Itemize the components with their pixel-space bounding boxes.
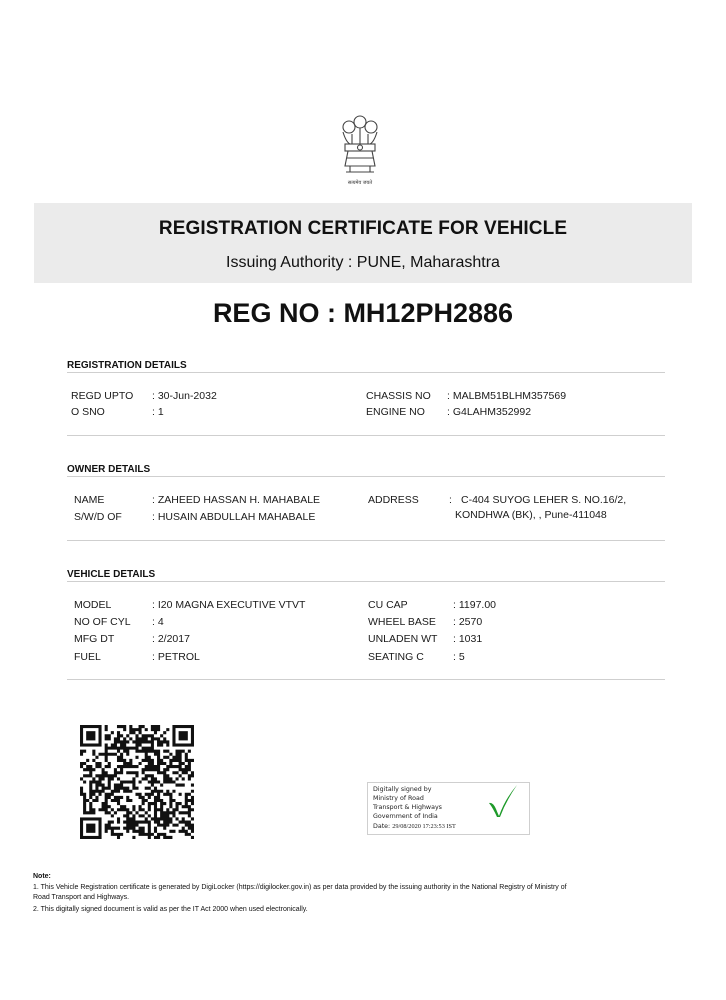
- signature-line-3: Transport & Highways: [373, 804, 442, 811]
- qr-finder-pattern: [80, 725, 102, 747]
- emblem-caption: सत्यमेव जयते: [347, 180, 373, 186]
- state-emblem-icon: [330, 110, 390, 190]
- signature-date: [373, 823, 456, 830]
- address-colon: :: [449, 494, 452, 506]
- engine-label: ENGINE NO: [366, 406, 425, 418]
- divider: [67, 435, 665, 436]
- green-check-icon: [486, 783, 520, 819]
- signature-date-value: 29/08/2020 17:23:53 IST: [392, 823, 456, 830]
- cu-cap-label: CU CAP: [368, 599, 408, 611]
- issuing-authority: Issuing Authority : PUNE, Maharashtra: [226, 254, 500, 271]
- divider: [67, 581, 665, 582]
- divider: [67, 372, 665, 373]
- fuel-value: : PETROL: [152, 651, 200, 663]
- registration-number: REG NO : MH12PH2886: [212, 298, 514, 328]
- owner-details-heading: OWNER DETAILS: [67, 464, 151, 475]
- address-line-1: C-404 SUYOG LEHER S. NO.16/2,: [461, 494, 627, 506]
- signature-line-2: Ministry of Road: [373, 795, 424, 802]
- swd-value: : HUSAIN ABDULLAH MAHABALE: [152, 511, 316, 523]
- registration-details-heading: REGISTRATION DETAILS: [67, 360, 187, 371]
- model-value: : I20 MAGNA EXECUTIVE VTVT: [152, 599, 306, 611]
- chassis-label: CHASSIS NO: [366, 390, 431, 402]
- signature-line-4: Government of India: [373, 813, 438, 820]
- title-band: [34, 203, 692, 283]
- note-heading: Note:: [33, 873, 51, 880]
- name-value: : ZAHEED HASSAN H. MAHABALE: [152, 494, 321, 506]
- engine-value: : G4LAHM352992: [447, 406, 532, 418]
- vehicle-details-heading: VEHICLE DETAILS: [67, 569, 156, 580]
- regd-upto-value: : 30-Jun-2032: [152, 390, 217, 402]
- divider: [67, 476, 665, 477]
- qr-code: [80, 725, 194, 839]
- wheel-base-label: WHEEL BASE: [368, 616, 436, 628]
- address-line-2: KONDHWA (BK), , Pune-411048: [455, 509, 607, 521]
- wheel-base-value: : 2570: [453, 616, 483, 628]
- seating-capacity-label: SEATING C: [368, 651, 424, 663]
- osno-label: O SNO: [71, 406, 105, 418]
- cu-cap-value: : 1197.00: [453, 599, 497, 611]
- unladen-weight-label: UNLADEN WT: [368, 633, 438, 645]
- signature-date-label: Date:: [373, 823, 391, 830]
- model-label: MODEL: [74, 599, 112, 611]
- divider: [67, 679, 665, 680]
- note-line-3: 2. This digitally signed document is valid as per the IT Act 2000 when used electronically.: [33, 906, 308, 913]
- certificate-title: REGISTRATION CERTIFICATE FOR VEHICLE: [158, 218, 568, 239]
- mfg-date-value: : 2/2017: [152, 633, 190, 645]
- signature-line-1: Digitally signed by: [373, 786, 432, 793]
- regd-upto-label: REGD UPTO: [71, 390, 134, 402]
- digital-signature-box: [367, 782, 530, 835]
- note-line-2: Road Transport and Highways.: [33, 894, 130, 901]
- mfg-date-label: MFG DT: [74, 633, 115, 645]
- cylinders-label: NO OF CYL: [74, 616, 131, 628]
- unladen-weight-value: : 1031: [453, 633, 483, 645]
- cylinders-value: : 4: [152, 616, 164, 628]
- osno-value: : 1: [152, 406, 164, 418]
- chassis-value: : MALBM51BLHM357569: [447, 390, 567, 402]
- note-line-1: 1. This Vehicle Registration certificate is generated by DigiLocker (https://digilocker.gov.in) as per data provided by the issuing authority in the National Registry of Ministry of: [33, 884, 567, 891]
- fuel-label: FUEL: [74, 651, 101, 663]
- qr-finder-pattern: [80, 817, 102, 839]
- swd-label: S/W/D OF: [74, 511, 122, 523]
- name-label: NAME: [74, 494, 105, 506]
- seating-capacity-value: : 5: [453, 651, 465, 663]
- address-label: ADDRESS: [368, 494, 419, 506]
- qr-finder-pattern: [172, 725, 194, 747]
- divider: [67, 540, 665, 541]
